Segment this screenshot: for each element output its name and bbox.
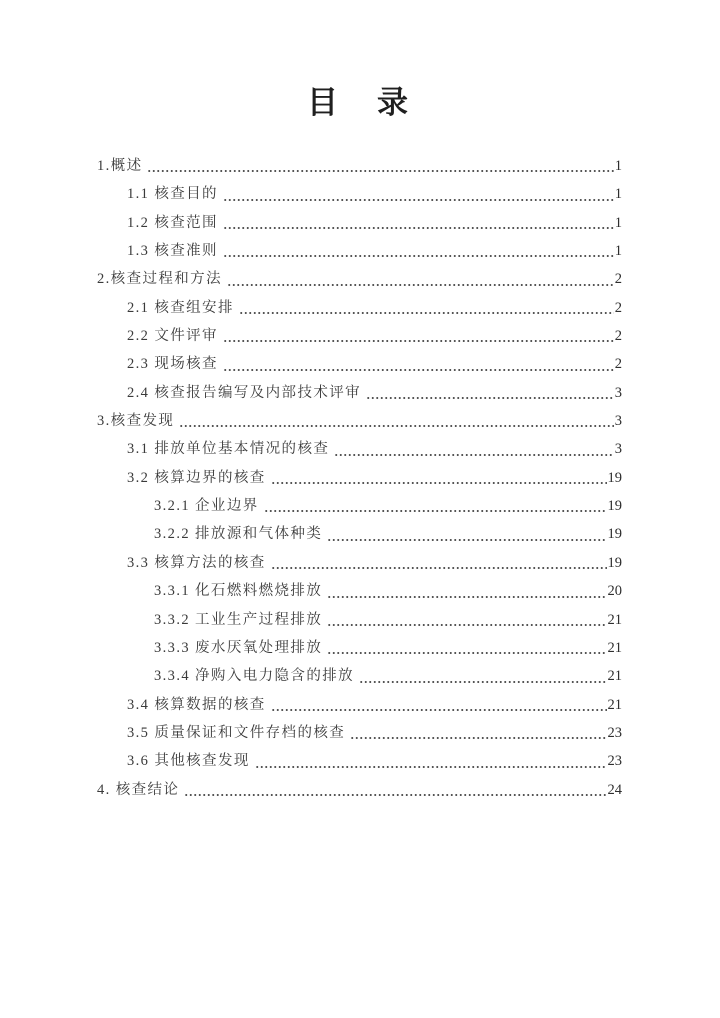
toc-entry: [97, 606, 622, 634]
toc-entry-leader: [250, 747, 608, 775]
toc-entry-leader: [266, 691, 608, 719]
toc-entry-page: 23: [607, 753, 622, 770]
toc-entry-page: 3: [614, 441, 622, 458]
toc-entry-page: 20: [607, 583, 622, 600]
toc-entry-leader: [218, 322, 615, 350]
toc-entry-label: 3.3.1 化石燃料燃烧排放: [154, 583, 323, 600]
toc-entry-leader: [218, 350, 615, 378]
toc-entry: [97, 577, 622, 605]
toc-entry-leader: [179, 776, 607, 804]
toc-entry-label: 3.4 核算数据的核查: [127, 696, 266, 713]
toc-entry-label: 2.3 现场核查: [127, 356, 218, 373]
toc-entry-page: 23: [607, 724, 622, 741]
toc-entry-page: 21: [607, 611, 622, 628]
toc-entry-label: 1.概述: [97, 158, 143, 174]
toc-entry: [97, 464, 622, 492]
toc-entry-leader: [234, 294, 615, 322]
toc-entry: [97, 152, 622, 180]
toc-entry: [97, 322, 622, 350]
toc-entry-leader: [361, 379, 615, 407]
toc-entry-leader: [329, 435, 615, 463]
toc-entry-leader: [218, 237, 615, 265]
toc-entry-page: 1: [614, 214, 622, 231]
toc-entry-label: 1.2 核查范围: [127, 214, 218, 231]
toc-entry-leader: [322, 520, 607, 548]
toc-entry: [97, 691, 622, 719]
toc-entry-page: 3: [614, 413, 622, 430]
toc-entry-page: 2: [614, 271, 622, 288]
toc-entry-label: 1.1 核查目的: [127, 186, 218, 203]
toc-entry-label: 3.3.2 工业生产过程排放: [154, 611, 323, 628]
toc-entry-leader: [142, 152, 614, 180]
toc-entry-page: 21: [607, 639, 622, 656]
toc-entry-label: 2.2 文件评审: [127, 328, 218, 345]
toc-entry-label: 2.1 核查组安排: [127, 299, 234, 316]
toc-entry-leader: [266, 464, 608, 492]
toc-entry: [97, 407, 622, 435]
toc-entry: [97, 662, 622, 690]
toc-entry-leader: [222, 265, 615, 293]
toc-entry-label: 3.2 核算边界的核查: [127, 469, 266, 486]
toc-entry: [97, 719, 622, 747]
toc-entry-label: 3.2.2 排放源和气体种类: [154, 526, 323, 543]
toc-entry-leader: [322, 634, 607, 662]
toc-entry: [97, 520, 622, 548]
toc-entry-page: 21: [607, 696, 622, 713]
toc-entry-page: 2: [614, 299, 622, 316]
toc-entry-page: 3: [614, 384, 622, 401]
page-title: 目 录: [307, 85, 412, 120]
toc-entry: [97, 294, 622, 322]
toc-entry-label: 3.6 其他核查发现: [127, 753, 250, 770]
toc-entry: [97, 180, 622, 208]
toc-entry-label: 3.1 排放单位基本情况的核查: [127, 441, 330, 458]
toc-entry-leader: [218, 209, 615, 237]
toc-entry-page: 19: [607, 554, 622, 571]
toc-entry-label: 4. 核查结论: [97, 781, 180, 798]
toc-entry-page: 1: [614, 158, 622, 174]
toc-entry-page: 24: [607, 781, 622, 798]
toc-entry: [97, 492, 622, 520]
toc-entry-label: 3.3.3 废水厌氧处理排放: [154, 639, 323, 656]
toc-entry-label: 2.4 核查报告编写及内部技术评审: [127, 384, 362, 401]
toc-entry-page: 19: [607, 498, 622, 515]
toc-entry-page: 19: [607, 526, 622, 543]
toc-entry: [97, 634, 622, 662]
toc-entry-page: 19: [607, 469, 622, 486]
toc-entry-leader: [266, 549, 608, 577]
toc-entry-page: 2: [614, 328, 622, 345]
toc-entry: [97, 350, 622, 378]
toc-entry-page: 21: [607, 668, 622, 685]
toc-list: [97, 152, 622, 804]
toc-entry: [97, 379, 622, 407]
toc-entry-label: 3.3.4 净购入电力隐含的排放: [154, 668, 355, 685]
toc-entry: [97, 209, 622, 237]
toc-entry: [97, 776, 622, 804]
toc-entry-label: 1.3 核查准则: [127, 243, 218, 260]
toc-entry-leader: [322, 606, 607, 634]
toc-entry: [97, 265, 622, 293]
toc-entry-label: 3.核查发现: [97, 413, 175, 430]
toc-entry-label: 3.3 核算方法的核查: [127, 554, 266, 571]
toc-entry-leader: [345, 719, 607, 747]
toc-entry-leader: [322, 577, 607, 605]
toc-entry: [97, 237, 622, 265]
toc-entry-page: 1: [614, 186, 622, 203]
toc-entry-leader: [218, 180, 615, 208]
toc-entry-page: 1: [614, 243, 622, 260]
toc-entry: [97, 549, 622, 577]
toc-entry-leader: [354, 662, 607, 690]
toc-entry: [97, 435, 622, 463]
toc-entry-label: 3.2.1 企业边界: [154, 498, 259, 515]
toc-entry-label: 3.5 质量保证和文件存档的核查: [127, 724, 346, 741]
toc-entry-page: 2: [614, 356, 622, 373]
toc-entry-leader: [174, 407, 614, 435]
toc-entry-label: 2.核查过程和方法: [97, 271, 222, 288]
toc-entry-leader: [259, 492, 608, 520]
toc-entry: [97, 747, 622, 775]
